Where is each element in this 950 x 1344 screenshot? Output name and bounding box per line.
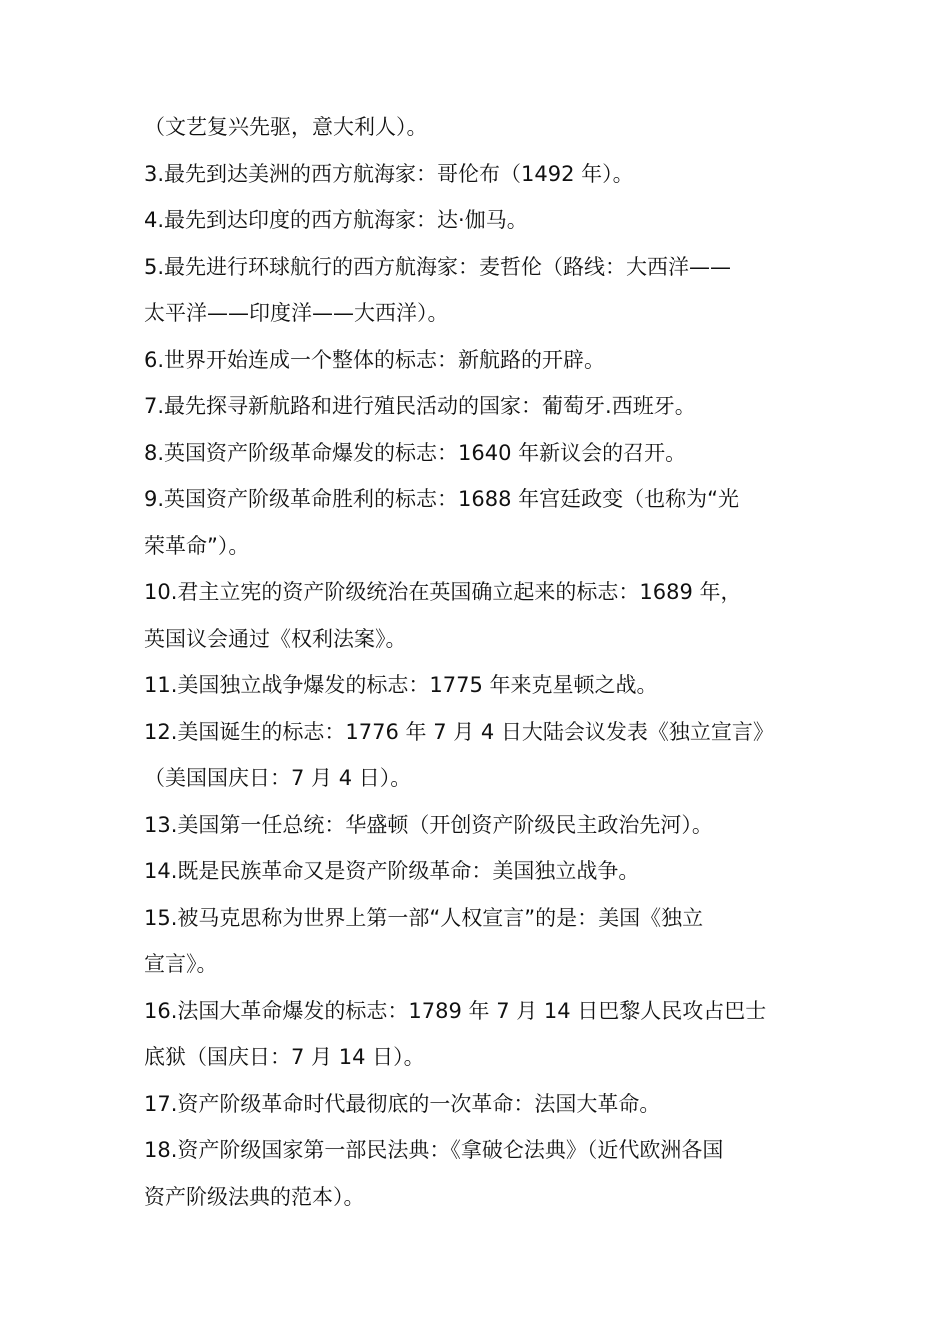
text-line: 14.既是民族革命又是资产阶级革命：美国独立战争。: [144, 859, 640, 883]
text-line: （文艺复兴先驱，意大利人）。: [144, 115, 428, 139]
text-line: 10.君主立宪的资产阶级统治在英国确立起来的标志：1689 年，: [144, 580, 742, 604]
text-line: 13.美国第一任总统：华盛顿（开创资产阶级民主政治先河）。: [144, 812, 713, 837]
text-line: 18.资产阶级国家第一部民法典：《拿破仑法典》（近代欧洲各国: [144, 1138, 724, 1162]
text-line: 16.法国大革命爆发的标志：1789 年 7 月 14 日巴黎人民攻占巴士: [144, 998, 767, 1023]
text-line: 宣言》。: [144, 952, 218, 976]
text-line: 12.美国诞生的标志：1776 年 7 月 4 日大陆会议发表《独立宣言》: [144, 719, 774, 744]
text-line: 11.美国独立战争爆发的标志：1775 年来克星顿之战。: [144, 673, 658, 697]
text-line: 4.最先到达印度的西方航海家：达·伽马。: [144, 208, 528, 232]
text-line: 5.最先进行环球航行的西方航海家：麦哲伦（路线：大西洋——: [144, 254, 732, 279]
text-line: 6.世界开始连成一个整体的标志：新航路的开辟。: [144, 347, 606, 372]
text-line: 底狱（国庆日：7 月 14 日）。: [144, 1045, 425, 1069]
text-line: 太平洋——印度洋——大西洋）。: [144, 301, 449, 325]
document-body: [144, 104, 808, 1220]
text-line: 资产阶级法典的范本）。: [144, 1184, 365, 1209]
text-line: 7.最先探寻新航路和进行殖民活动的国家：葡萄牙.西班牙。: [144, 394, 696, 418]
text-line: 17.资产阶级革命时代最彻底的一次革命：法国大革命。: [144, 1091, 661, 1116]
text-line: 3.最先到达美洲的西方航海家：哥伦布（1492 年）。: [144, 161, 634, 186]
text-line: 9.英国资产阶级革命胜利的标志：1688 年宫廷政变（也称为“光: [144, 487, 740, 511]
text-line: 英国议会通过《权利法案》。: [144, 626, 407, 651]
text-line: 荣革命”）。: [144, 533, 250, 558]
text-line: 15.被马克思称为世界上第一部“人权宣言”的是：美国《独立: [144, 905, 704, 930]
text-line: （美国国庆日：7 月 4 日）。: [144, 766, 412, 790]
text-line: 8.英国资产阶级革命爆发的标志：1640 年新议会的召开。: [144, 440, 687, 465]
